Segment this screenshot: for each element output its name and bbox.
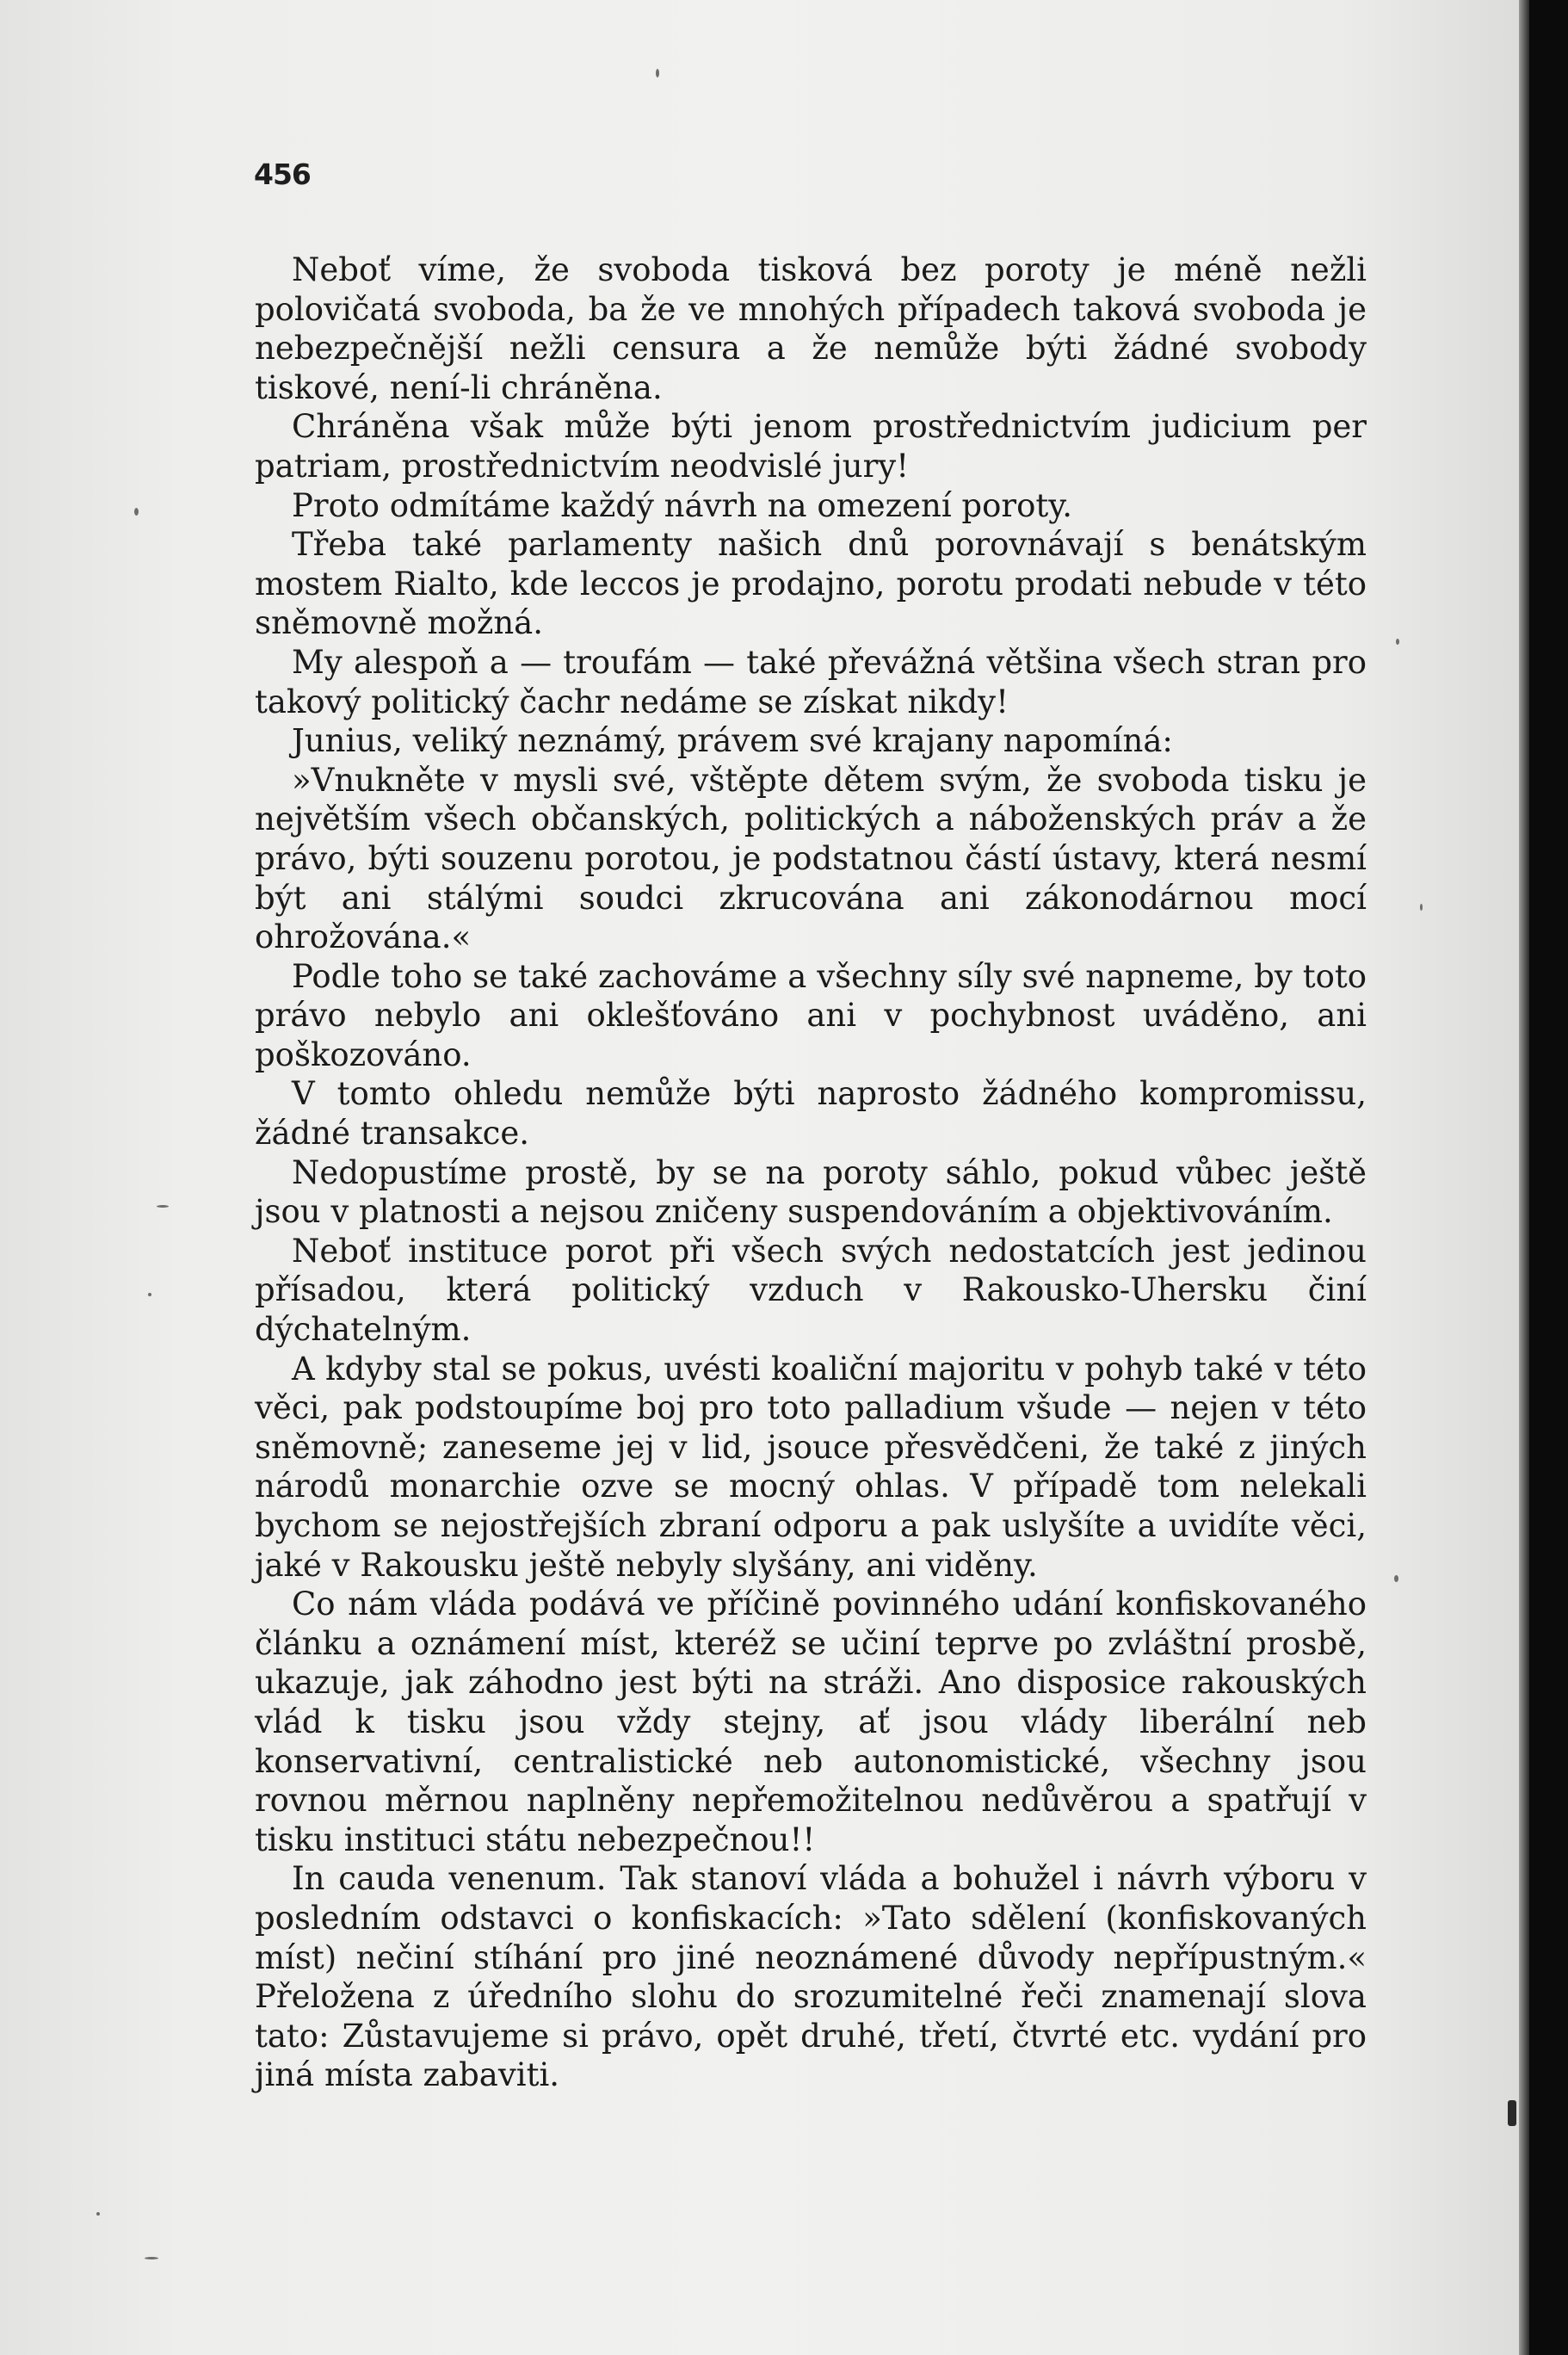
scan-speck — [148, 1293, 151, 1296]
paragraph: My alespoň a — troufám — také převážná většina všech stran pro takový politický čachr nedáme se získat nikdy! — [255, 643, 1367, 720]
scan-speck — [96, 2212, 100, 2216]
body-text — [255, 250, 1367, 2095]
paragraph: Junius, veliký neznámý, právem své krajany napomíná: — [292, 722, 1173, 760]
paragraph: V tomto ohledu nemůže býti naprosto žádného kompromissu, žádné transakce. — [255, 1075, 1367, 1153]
paragraph: Neboť víme, že svoboda tisková bez poroty je méně nežli polovičatá svoboda, ba že ve mnohých případech taková svoboda je nebezpečnější nežli censura a že nemůže býti žádné svobody tiskové, není-li chráněna. — [255, 251, 1367, 406]
paragraph: Chráněna však může býti jenom prostřednictvím judicium per patriam, prostřednictvím neodvislé jury! — [255, 408, 1367, 485]
scan-speck — [1508, 2100, 1516, 2126]
scan-speck — [1420, 904, 1423, 911]
paragraph: Co nám vláda podává ve příčině povinného udání konfiskovaného článku a oznámení míst, kteréž se učiní teprve po zvláštní prosbě, ukazuje, jak záhodno jest býti na stráži. Ano disposice rakouských vlád k tisku jsou vždy stejny, ať jsou vlády liberální neb konservativní, centralistické neb autonomistické, všechny jsou rovnou měrnou naplněny nepřemožitelnou nedůvěrou a spatřují v tisku instituci státu nebezpečnou!! — [255, 1585, 1367, 1858]
paragraph: A kdyby stal se pokus, uvésti koaliční majoritu v pohyb také v této věci, pak podstoupíme boj pro toto palladium všude — nejen v této sněmovně; zaneseme jej v lid, jsouce přesvědčeni, že také z jiných národů monarchie ozve se mocný ohlas. V případě tom nelekali bychom se nejostřejších zbraní odporu a pak uslyšíte a uvidíte věci, jaké v Rakousku ještě nebyly slyšány, ani viděny. — [255, 1350, 1367, 1584]
scan-speck — [1394, 1575, 1398, 1582]
page-number: 456 — [254, 158, 311, 191]
scan-speck — [157, 1205, 169, 1208]
page-gutter — [1519, 0, 1529, 2355]
paragraph: Třeba také parlamenty našich dnů porovnávají s benátským mostem Rialto, kde leccos je prodajno, porotu prodati nebude v této sněmovně možná. — [255, 526, 1367, 642]
paragraph: Neboť instituce porot při všech svých nedostatcích jest jedinou přísadou, která politický vzduch v Rakousko-Uhersku činí dýchatelným. — [255, 1232, 1367, 1349]
paragraph: Nedopustíme prostě, by se na poroty sáhlo, pokud vůbec ještě jsou v platnosti a nejsou zničeny suspendováním a objektivováním. — [255, 1153, 1367, 1231]
scan-speck — [656, 69, 659, 77]
paragraph: Proto odmítáme každý návrh na omezení poroty. — [292, 486, 1072, 524]
paragraph: »Vnukněte v mysli své, vštěpte dětem svým, že svoboda tisku je největším všech občanských, politických a náboženských práv a že právo, býti souzenu porotou, je podstatnou částí ústavy, která nesmí být ani stálými soudci zkrucována ani zákonodárnou mocí ohrožována.« — [255, 761, 1367, 956]
scan-speck — [134, 508, 139, 516]
paragraph: In cauda venenum. Tak stanoví vláda a bohužel i návrh výboru v posledním odstavci o konfiskacích: »Tato sdělení (konfiskovaných míst) nečiní stíhání pro jiné neoznámené důvody nepřípustným.« Přeložena z úředního slohu do srozumitelné řeči znamenají slova tato: Zůstavujeme si právo, opět druhé, třetí, čtvrté etc. vydání pro jiná místa zabaviti. — [255, 1860, 1367, 2094]
scan-speck — [1396, 639, 1399, 645]
scan-speck — [145, 2257, 158, 2259]
paragraph: Podle toho se také zachováme a všechny síly své napneme, by toto právo nebylo ani oklešťováno ani v pochybnost uváděno, ani poškozováno. — [255, 957, 1367, 1073]
